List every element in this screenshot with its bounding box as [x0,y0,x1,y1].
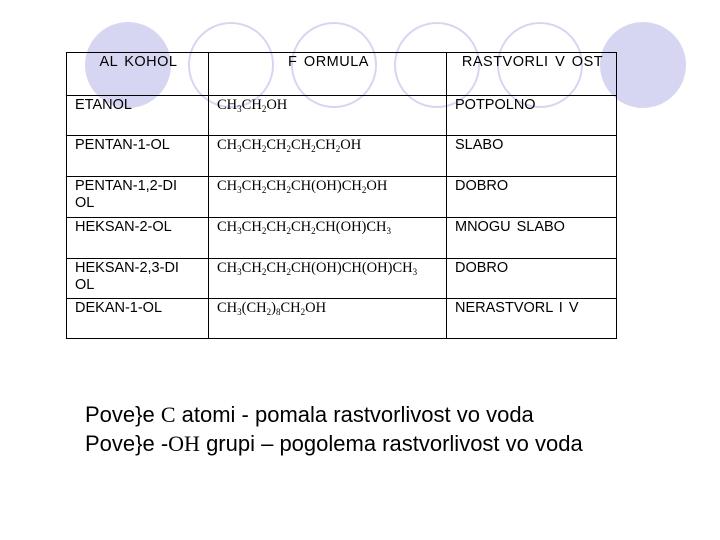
table-row [67,259,617,299]
cell-formula: $CH_3CH_2OH$ [209,96,447,136]
cell-alkohol: DEKAN-1-OL [67,299,209,339]
alcohol-table [66,52,617,339]
conclusion-text [85,400,685,458]
cell-rastvorlivost: NERASTVORL I V [447,299,617,339]
cell-alkohol: PENTAN-1-OL [67,136,209,177]
table-row [67,177,617,218]
header-alkohol: AL KOHOL [67,53,209,96]
table-row [67,218,617,259]
cell-rastvorlivost: SLABO [447,136,617,177]
conclusion-line-1: Pove}e C atomi - pomala rastvorlivost vo voda [85,402,534,427]
header-formula: F ORMULA [209,53,447,96]
header-rastvorlivost: RASTVORLI V OST [447,53,617,96]
cell-rastvorlivost: MNOGU SLABO [447,218,617,259]
table-row [67,96,617,136]
conclusion-line-2: Pove}e -OH grupi – pogolema rastvorlivost vo voda [85,431,583,456]
cell-rastvorlivost: DOBRO [447,259,617,299]
table-row [67,136,617,177]
cell-alkohol: HEKSAN-2-OL [67,218,209,259]
cell-rastvorlivost: POTPOLNO [447,96,617,136]
cell-alkohol: PENTAN-1,2-DI OL [67,177,209,218]
table-header-row [67,53,617,96]
cell-alkohol: ETANOL [67,96,209,136]
cell-formula: $CH_3CH_2CH_2CH_2CH(OH)CH_3$ [209,218,447,259]
cell-formula: $CH_3CH_2CH_2CH(OH)CH(OH)CH_3$ [209,259,447,299]
cell-alkohol: HEKSAN-2,3-DI OL [67,259,209,299]
cell-rastvorlivost: DOBRO [447,177,617,218]
cell-formula: $CH_3CH_2CH_2CH_2CH_2OH$ [209,136,447,177]
cell-formula: $CH_3CH_2CH_2CH(OH)CH_2OH$ [209,177,447,218]
table-row [67,299,617,339]
cell-formula: $CH_3(CH_2)_8CH_2OH$ [209,299,447,339]
